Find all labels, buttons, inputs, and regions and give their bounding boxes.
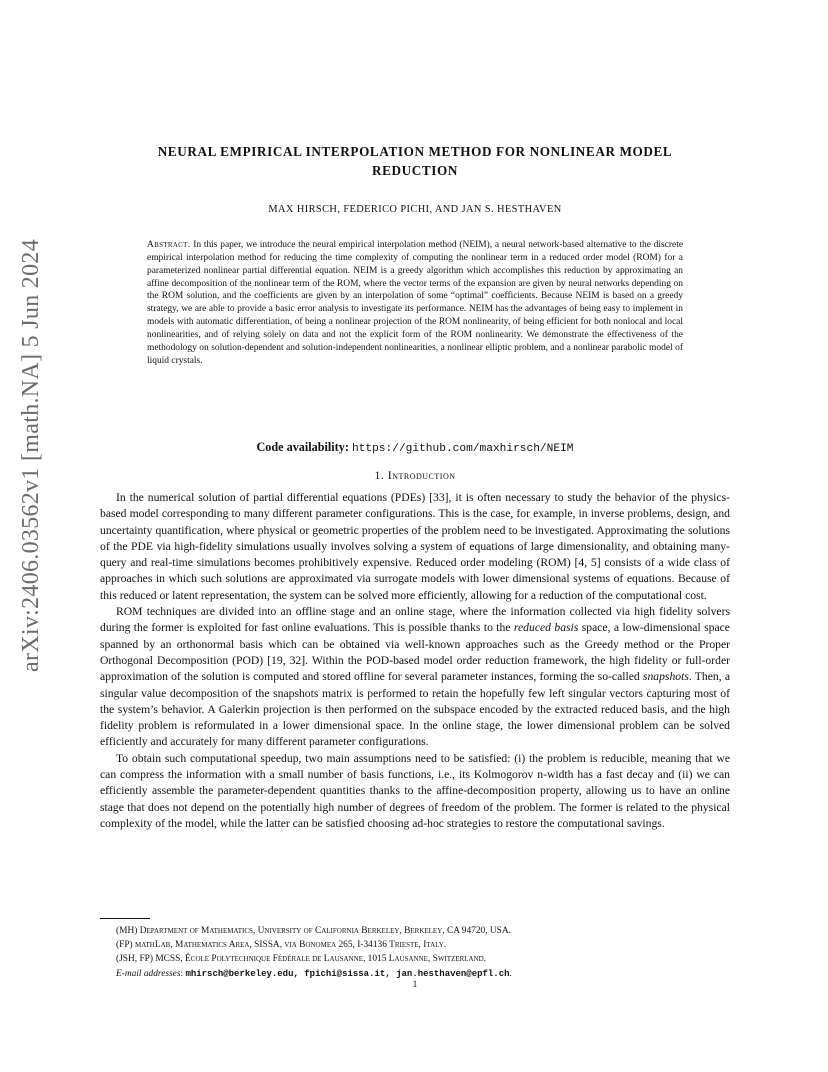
- paragraph-2: [100, 604, 730, 751]
- code-availability-label: Code availability:: [256, 440, 349, 454]
- body-text: [100, 490, 730, 832]
- footnote-fp: [100, 938, 730, 952]
- abstract: [147, 239, 683, 367]
- paragraph-2-part-c: . Then, a singular value decomposition of the snapshots matrix is performed to retain the hopefully few left singular vectors capturing most of the system’s behavior. A Galerkin projection is then performed on the subspace encoded by the extracted reduced basis, and the high fidelity problem is reformulated in a lower dimensional space. In the online stage, the lower dimensional problem can be solved efficiently and accurately for many different parameter configurations.: [100, 670, 730, 749]
- section-number: 1.: [374, 468, 385, 482]
- paper-title: [100, 142, 730, 180]
- abstract-text: In this paper, we introduce the neural empirical interpolation method (NEIM), a neural network-based alternative to the discrete empirical interpolation method for reducing the time complexity of computing the nonlinear term in a reduced order model (ROM) for a parameterized nonlinear partial differential equation. NEIM is a greedy algorithm which accomplishes this reduction by approximating an affine decomposition of the nonlinear term of the ROM, where the vector terms of the expansion are given by neural networks depending on the ROM solution, and the coefficients are given by an interpolation of some “optimal” coefficients. Because NEIM is based on a greedy strategy, we are able to provide a basic error analysis to investigate its performance. NEIM has the advantages of being easy to implement in models with automatic differentiation, of being a nonlinear projection of the ROM nonlinearity, of being efficient for both nonlocal and local nonlinearities, and of relying solely on data and not the explicit form of the ROM nonlinearity. We demonstrate the effectiveness of the methodology on solution-dependent and solution-independent nonlinearities, a nonlinear elliptic problem, and a nonlinear parabolic model of liquid crystals.: [147, 240, 684, 366]
- paragraph-3: To obtain such computational speedup, two main assumptions need to be satisfied: (i) the problem is reducible, meaning that we can compress the information with a small number of basis functions, i.e., its Kolmogorov n-width has a fast decay and (ii) we can efficiently assemble the parameter-dependent quantities thanks to the affine-decomposition property, allowing us to have an online stage that does not depend on the potentially high number of degrees of freedom of the problem. The former is related to the physical complexity of the model, while the latter can be satisfied choosing ad-hoc strategies to restore the computational savings.: [100, 751, 730, 830]
- footnote-mh: [100, 924, 730, 938]
- title-line-1: NEURAL EMPIRICAL INTERPOLATION METHOD FOR NONLINEAR MODEL: [157, 144, 673, 159]
- paragraph-1: In the numerical solution of partial differential equations (PDEs) [33], it is often necessary to study the behavior of the physics-based model corresponding to many different parameter configurations. This is the case, for example, in inverse problems, design, and uncertainty quantification, where physical or geometric properties of the problem need to be investigated. Approximating the solutions of the PDE via high-fidelity simulations usually involves solving a system of equations of large dimensionality, and obtaining many-query and real-time simulations becomes prohibitively expensive. Reduced order modeling (ROM) [4, 5] consists of a wide class of approaches in which such solutions are approximated via surrogate models with lower dimensional systems of equations. Because of this reduced or latent representation, the system can be solved more efficiently, allowing for a reduction of the computational cost.: [100, 491, 730, 602]
- paragraph-2-part-b: space, a low-dimensional space spanned by an orthonormal basis which can be obtained via well-known approaches such as the Greedy method or the Proper Orthogonal Decomposition (POD) [19, 32]. Within the POD-based model order reduction framework, the high fidelity or full-order approximation of the solution is computed and stored offline for several parameter instances, forming the so-called: [100, 621, 730, 684]
- footnote-jsh: [100, 952, 730, 966]
- arxiv-identifier-stamp: [10, 235, 52, 675]
- footnote-mh-tag: (MH): [116, 926, 138, 936]
- footnote-jsh-tag: (JSH, FP): [116, 954, 153, 965]
- footnote-rule: [100, 918, 150, 919]
- section-title: Introduction: [387, 468, 456, 482]
- footnote-mh-affiliation: Department of Mathematics, University of California Berkeley, Berkeley, CA 94720, USA.: [139, 926, 512, 936]
- code-repository-link[interactable]: https://github.com/maxhirsch/NEIM: [351, 443, 574, 455]
- footnote-emails: E-mail addresses: mhirsch@berkeley.edu, fpichi@sissa.it, jan.hesthaven@epfl.ch.: [116, 968, 512, 979]
- author-list: MAX HIRSCH, FEDERICO PICHI, AND JAN S. HESTHAVEN: [268, 204, 562, 215]
- code-availability: [100, 440, 730, 455]
- title-line-2: REDUCTION: [372, 163, 458, 178]
- page-number: 1: [412, 980, 418, 990]
- footnote-fp-affiliation: mathLab, Mathematics Area, SISSA, via Bonomea 265, I-34136 Trieste, Italy.: [135, 940, 447, 951]
- paragraph-2-emphasis-snapshots: snapshots: [642, 670, 689, 684]
- section-heading-introduction: [100, 468, 730, 483]
- paragraph-2-part-a: ROM techniques are divided into an offline stage and an online stage, where the information collected via high fidelity solvers during the former is exploited for fast online evaluations. This is possible thanks to the: [100, 605, 730, 635]
- email-addresses[interactable]: mhirsch@berkeley.edu, fpichi@sissa.it, jan.hesthaven@epfl.ch: [185, 968, 510, 979]
- abstract-label: Abstract.: [147, 240, 191, 250]
- footnote-jsh-affiliation: MCSS, École Polytechnique Fédérale de Lausanne, 1015 Lausanne, Switzerland.: [155, 954, 487, 965]
- paragraph-2-emphasis-reduced-basis: reduced basis: [513, 621, 579, 635]
- arxiv-identifier-text: arXiv:2406.03562v1 [math.NA] 5 Jun 2024: [17, 238, 44, 672]
- footnote-fp-tag: (FP): [116, 940, 133, 951]
- email-label: E-mail addresses: [116, 968, 181, 979]
- footnotes: [100, 924, 730, 981]
